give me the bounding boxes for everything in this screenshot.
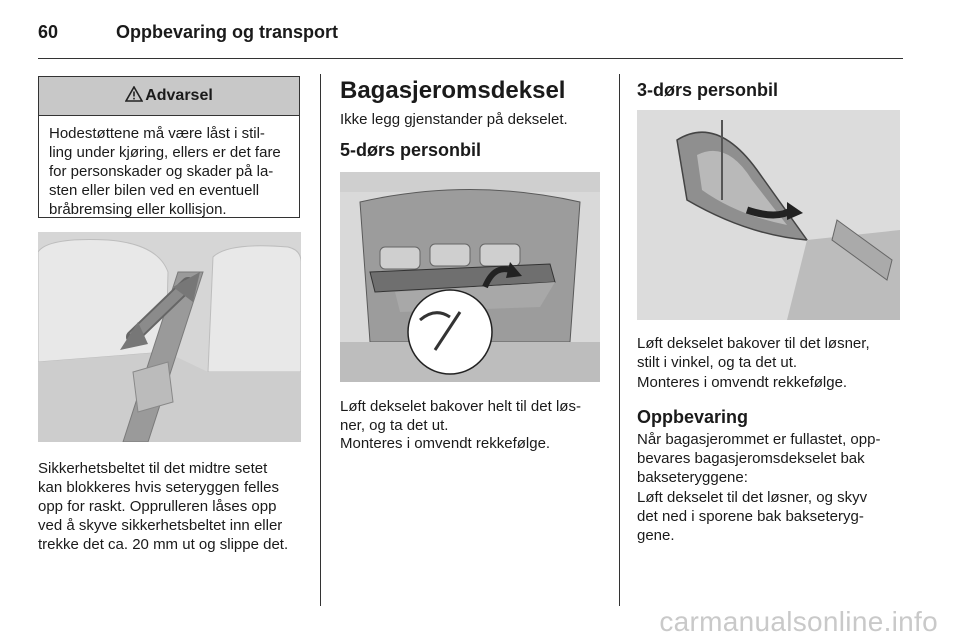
- five-door-illustration: [340, 172, 600, 382]
- page-number: 60: [38, 22, 59, 42]
- warning-line: sten eller bilen ved en eventuell: [49, 182, 260, 199]
- text-line: gene.: [637, 527, 675, 544]
- warning-body: [39, 116, 299, 219]
- five-door-caption: [340, 397, 581, 435]
- column-divider-left: [320, 74, 321, 606]
- intro-text: Ikke legg gjenstander på dekselet.: [340, 111, 568, 128]
- text-line: ner, og ta det ut.: [340, 417, 449, 434]
- warning-line: Hodestøttene må være låst i stil-: [49, 125, 265, 142]
- header-rule: [38, 58, 903, 59]
- five-door-note: Monteres i omvendt rekkefølge.: [340, 435, 551, 452]
- warning-line: bråbremsing eller kollisjon.: [49, 201, 227, 218]
- column-divider-right: [619, 74, 620, 606]
- text-line: Løft dekselet bakover helt til det løs-: [340, 398, 581, 415]
- text-line: kan blokkeres hvis seteryggen felles: [38, 479, 279, 496]
- warning-header: [39, 77, 299, 116]
- seatbelt-text: [38, 459, 288, 554]
- seatbelt-illustration: [38, 232, 301, 442]
- text-line: Sikkerhetsbeltet til det midtre setet: [38, 460, 268, 477]
- text-line: Løft dekselet bakover til det løsner,: [637, 335, 870, 352]
- text-line: Når bagasjerommet er fullastet, opp-: [637, 431, 881, 448]
- text-line: bakseteryggene:: [637, 469, 748, 486]
- three-door-illustration: [637, 110, 900, 320]
- text-line: opp for raskt. Opprulleren låses opp: [38, 498, 277, 515]
- text-line: det ned i sporene bak bakseteryg-: [637, 508, 864, 525]
- storage-heading: Oppbevaring: [637, 407, 749, 427]
- three-door-caption: [637, 334, 870, 372]
- subheading-3door: 3-dørs personbil: [637, 80, 779, 100]
- section-heading: Bagasjeromsdeksel: [340, 77, 566, 104]
- warning-line: for personskader og skader på la-: [49, 163, 274, 180]
- subheading-5door: 5-dørs personbil: [340, 140, 482, 160]
- three-door-note: Monteres i omvendt rekkefølge.: [637, 374, 848, 391]
- warning-box: [38, 76, 300, 218]
- text-line: stilt i vinkel, og ta det ut.: [637, 354, 798, 371]
- warning-line: ling under kjøring, ellers er det fare: [49, 144, 281, 161]
- warning-triangle-icon: [125, 86, 143, 107]
- storage-steps: [637, 488, 867, 545]
- warning-title: Advarsel: [145, 87, 213, 104]
- text-line: trekke det ca. 20 mm ut og slippe det.: [38, 536, 289, 553]
- text-line: ved å skyve sikkerhetsbeltet inn eller: [38, 517, 283, 534]
- text-line: bevares bagasjeromsdekselet bak: [637, 450, 865, 467]
- storage-text: [637, 430, 880, 487]
- text-line: Løft dekselet til det løsner, og skyv: [637, 489, 868, 506]
- watermark: carmanualsonline.info: [659, 606, 938, 637]
- page-title: Oppbevaring og transport: [116, 22, 339, 42]
